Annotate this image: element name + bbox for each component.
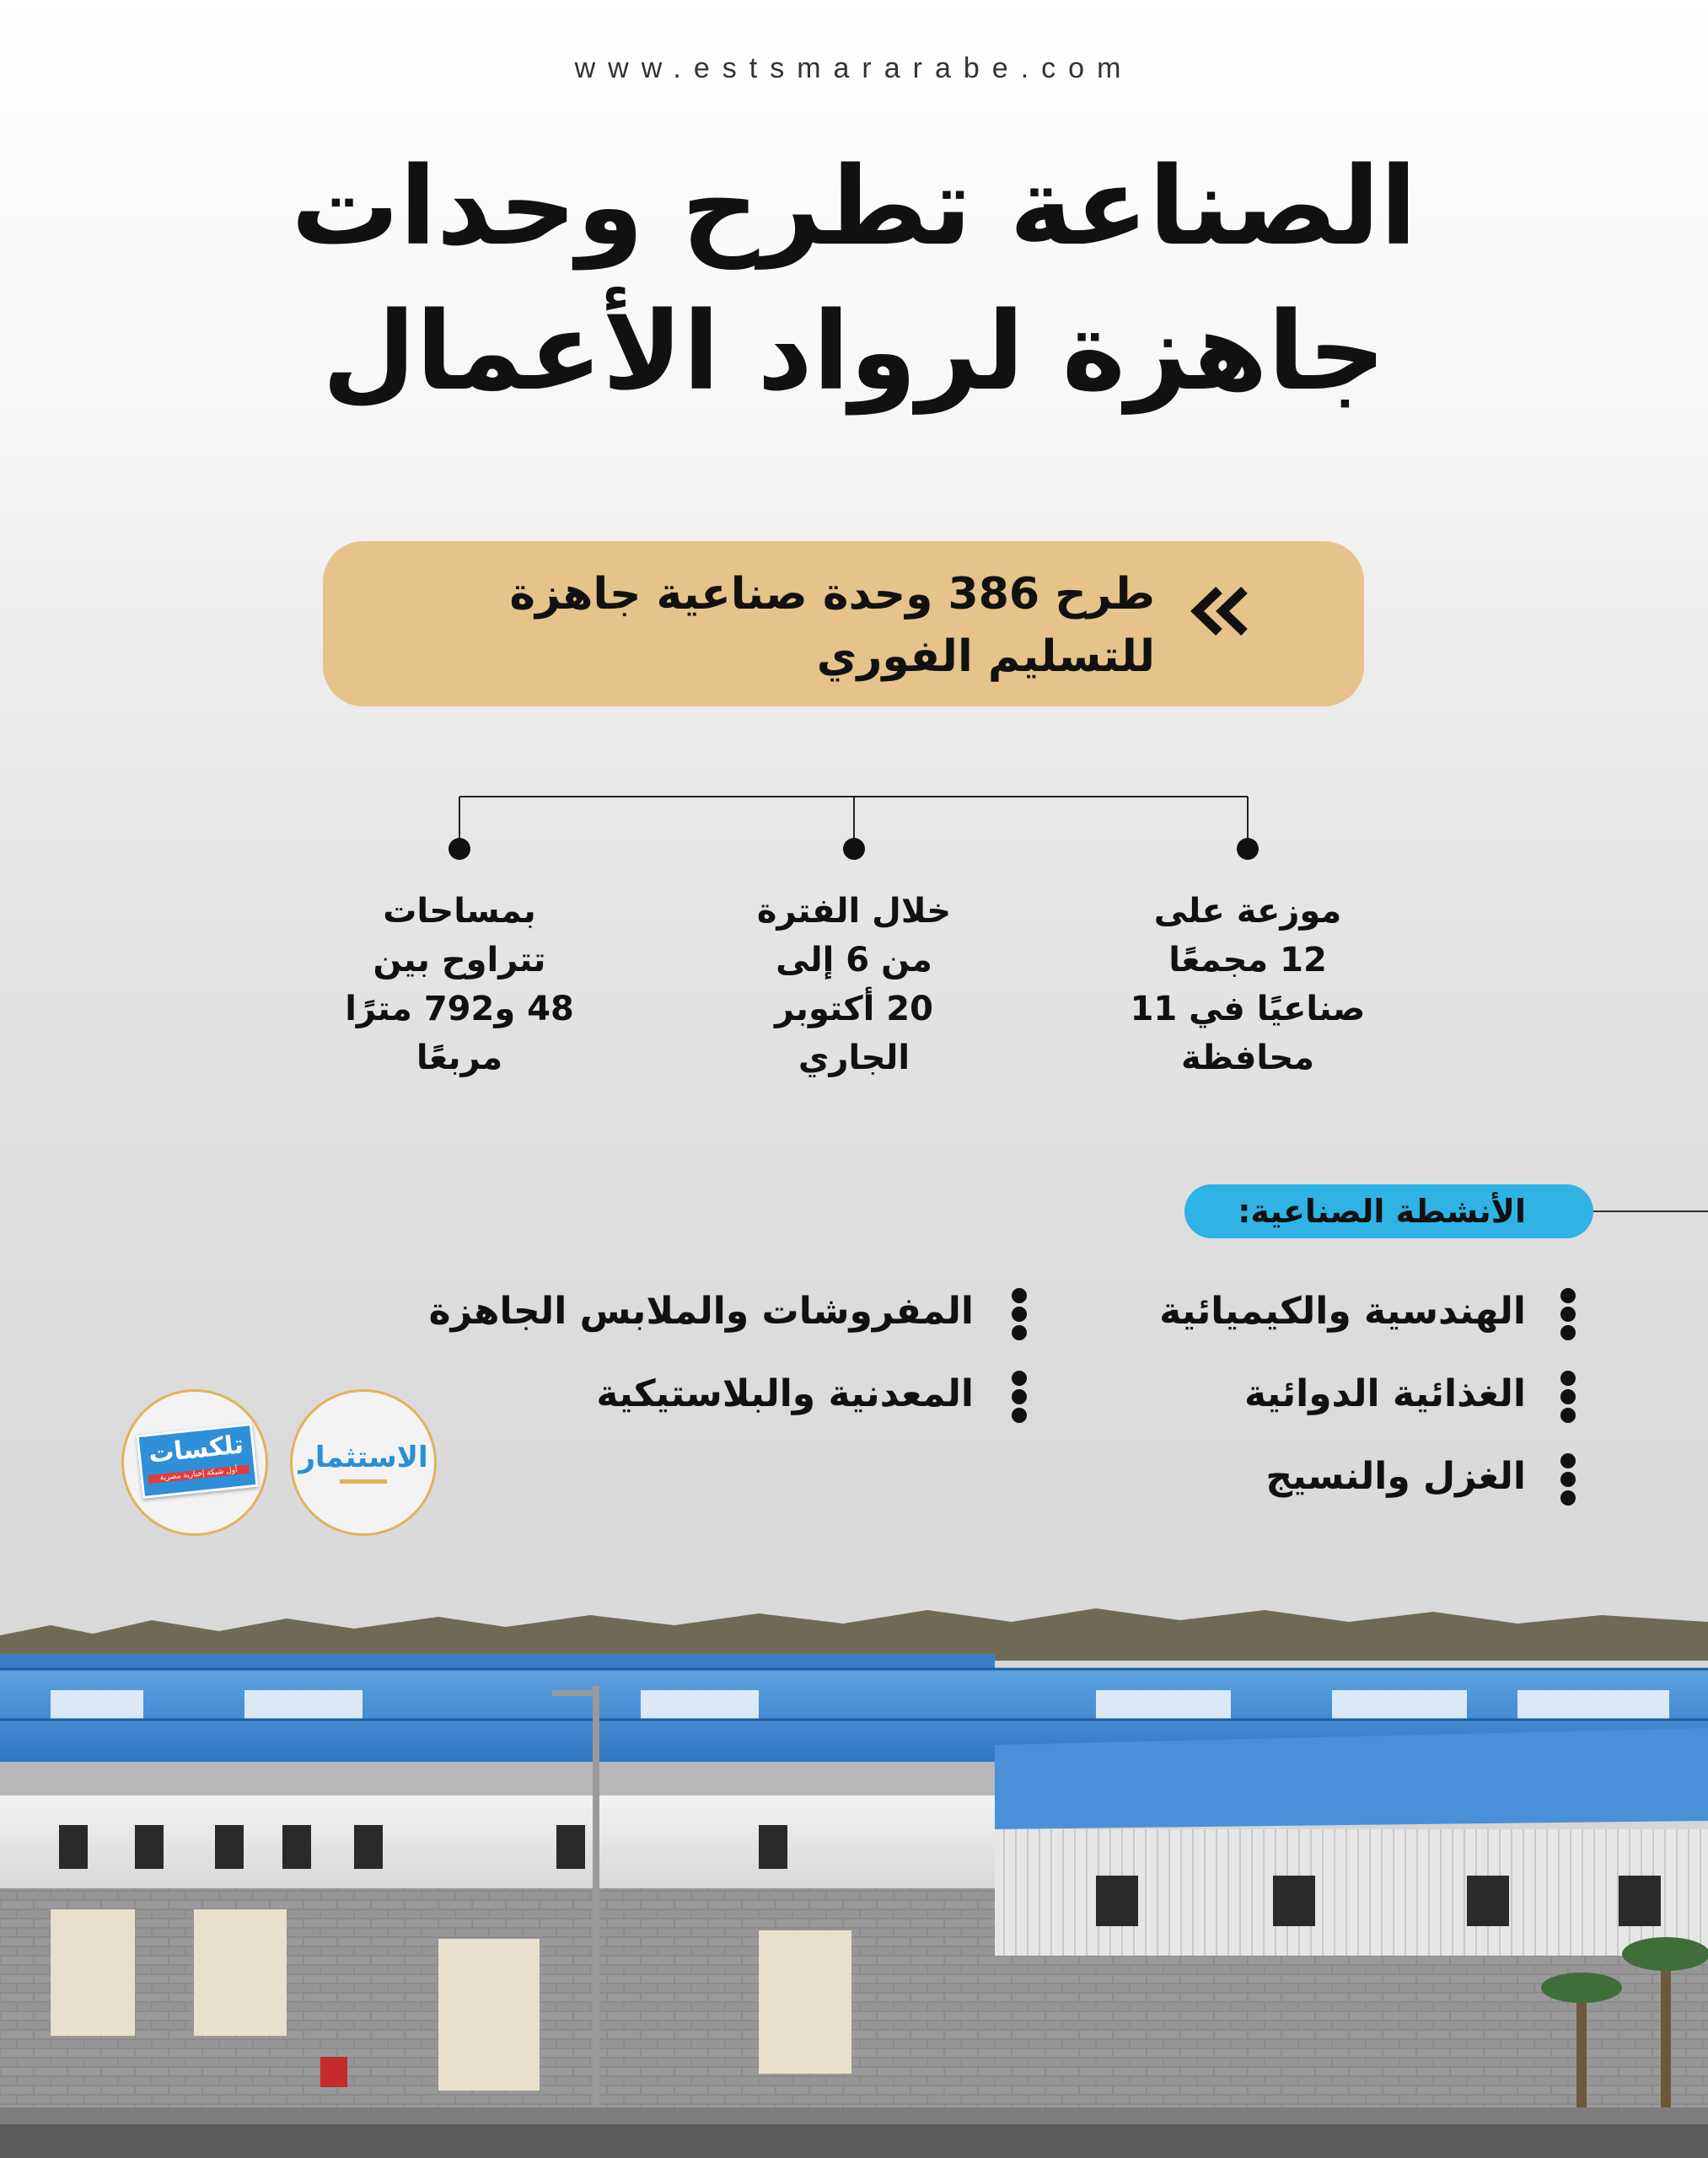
detail-line: 20 أكتوبر bbox=[775, 990, 933, 1028]
activity-item: الغذائية الدوائية bbox=[1243, 1372, 1526, 1415]
logo-underline bbox=[340, 1479, 387, 1484]
bullet-icon bbox=[1557, 1287, 1579, 1341]
activity-item: المفروشات والملابس الجاهزة bbox=[428, 1290, 974, 1333]
detail-period bbox=[711, 887, 997, 1082]
detail-line: تتراوح بين bbox=[373, 941, 546, 980]
detail-line: صناعيًا في 11 bbox=[1130, 990, 1366, 1028]
headline-text bbox=[422, 563, 1155, 688]
telecasa-logo-text: تلكسات bbox=[147, 1430, 245, 1469]
industrial-complex-photo bbox=[0, 1585, 1708, 2158]
detail-line: بمساحات bbox=[383, 892, 536, 931]
detail-line: من 6 إلى bbox=[776, 941, 932, 980]
istithmar-logo-text: الاستثمار bbox=[298, 1441, 428, 1474]
page-title bbox=[169, 135, 1539, 425]
headline-line-2: للتسليم الفوري bbox=[816, 631, 1155, 682]
detail-line: 12 مجمعًا bbox=[1168, 941, 1327, 980]
detail-line: 48 و792 مترًا bbox=[345, 990, 574, 1028]
activity-item: الغزل والنسيج bbox=[1265, 1455, 1526, 1498]
activity-item: المعدنية والبلاستيكية bbox=[596, 1372, 974, 1415]
telecasa-logo bbox=[121, 1389, 268, 1536]
detail-line: مربعًا bbox=[416, 1039, 503, 1077]
detail-area bbox=[316, 887, 603, 1082]
detail-line: خلال الفترة bbox=[756, 892, 952, 931]
detail-line: الجاري bbox=[798, 1039, 910, 1077]
title-line-2: جاهزة لرواد الأعمال bbox=[322, 289, 1386, 415]
bullet-icon bbox=[1557, 1452, 1579, 1506]
branch-connector bbox=[438, 788, 1265, 872]
detail-distribution bbox=[1104, 887, 1391, 1082]
title-line-1: الصناعة تطرح وحدات bbox=[291, 144, 1417, 270]
activities-heading: الأنشطة الصناعية: bbox=[1238, 1193, 1526, 1230]
site-url[interactable]: www.estsmararabe.com bbox=[574, 52, 1134, 84]
bullet-icon bbox=[1008, 1287, 1030, 1341]
telecasa-badge bbox=[136, 1423, 258, 1499]
bullet-icon bbox=[1008, 1370, 1030, 1424]
activity-item: الهندسية والكيميائية bbox=[1159, 1290, 1526, 1333]
bullet-icon bbox=[1557, 1370, 1579, 1424]
headline-line-1: طرح 386 وحدة صناعية جاهزة bbox=[509, 569, 1155, 620]
telecasa-tagline: أول شبكة إخبارية مصرية bbox=[148, 1465, 249, 1484]
detail-line: موزعة على bbox=[1153, 892, 1342, 931]
istithmar-logo bbox=[290, 1389, 437, 1536]
double-chevron-left-icon bbox=[1187, 582, 1254, 641]
detail-line: محافظة bbox=[1180, 1039, 1315, 1077]
heading-rule bbox=[1593, 1211, 1708, 1212]
